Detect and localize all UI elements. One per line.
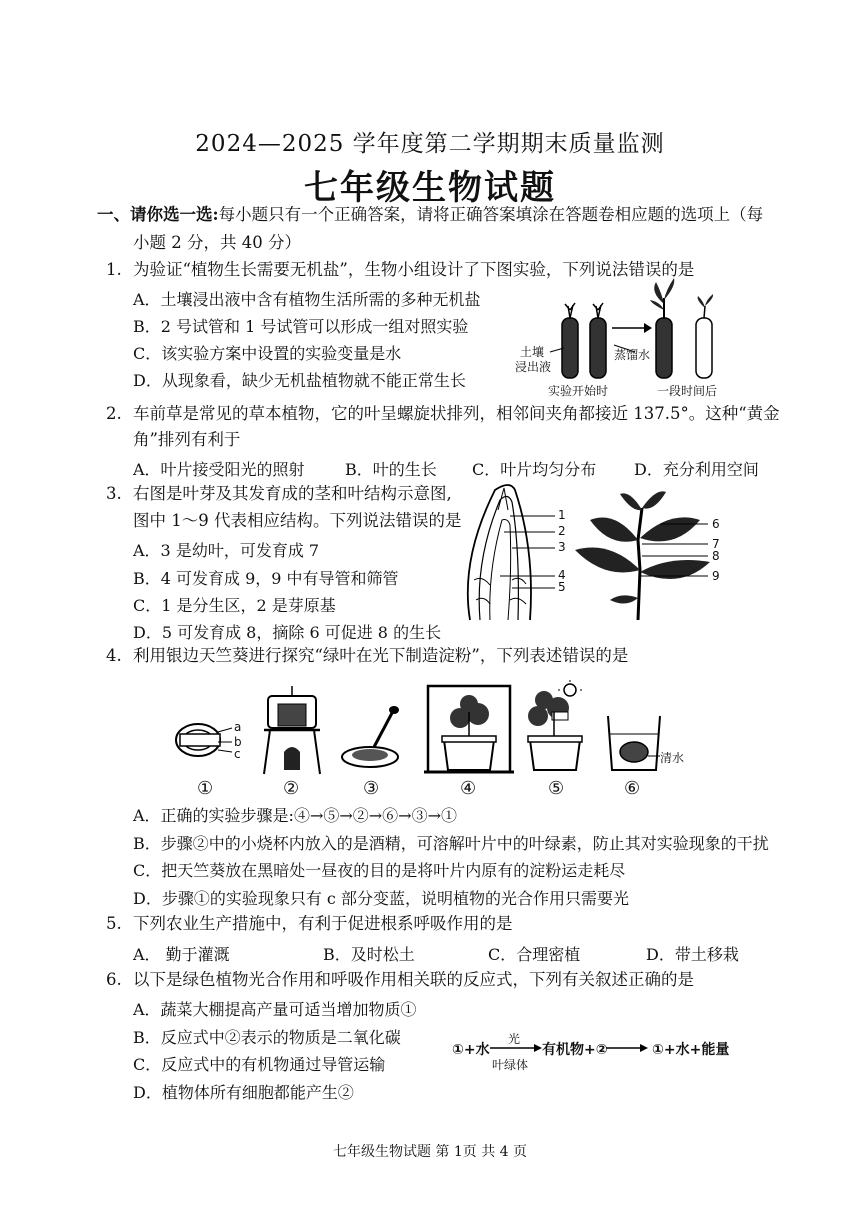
q5-option-d: D．带土移栽 xyxy=(646,945,739,964)
q3-label-5: 5 xyxy=(558,580,566,594)
q3-label-1: 1 xyxy=(558,508,566,522)
q4-step3-dropper xyxy=(340,705,404,775)
q1-label-soil-1: 土壤 xyxy=(520,345,545,359)
q3-option-d: D．5 可发育成 8，摘除 6 可促进 8 的生长 xyxy=(133,623,442,642)
q6-eq-middle: 有机物+② xyxy=(542,1042,608,1058)
q1-option-a: A．土壤浸出液中含有植物生活所需的多种无机盐 xyxy=(133,290,481,309)
q3-option-c: C．1 是分生区，2 是芽原基 xyxy=(133,596,336,615)
q1-number: 1. xyxy=(106,260,122,279)
q6-option-b: B．反应式中②表示的物质是二氧化碳 xyxy=(133,1028,401,1047)
q2-stem-line1: 车前草是常见的草本植物，它的叶呈螺旋状排列，相邻间夹角都接近 137.5°。这种“黄金 xyxy=(133,404,780,423)
q2-option-d: D．充分利用空间 xyxy=(634,460,759,479)
section-heading: 一、请你选一选: xyxy=(97,205,219,224)
q4-step5-sunlight xyxy=(514,682,594,777)
q3-label-6: 6 xyxy=(712,517,720,531)
q1-option-c: C．该实验方案中设置的实验变量是水 xyxy=(133,344,402,363)
q6-stem: 以下是绿色植物光合作用和呼吸作用相关联的反应式，下列有关叙述正确的是 xyxy=(133,970,694,989)
q6-number: 6. xyxy=(106,970,122,989)
q2-number: 2. xyxy=(106,404,122,423)
q3-label-8: 8 xyxy=(712,549,720,563)
q5-option-b: B．及时松土 xyxy=(323,945,415,964)
q4-option-a: A．正确的实验步骤是:④→⑤→②→⑥→③→① xyxy=(133,806,457,825)
section-instruction xyxy=(97,204,763,226)
q5-option-c: C．合理密植 xyxy=(488,945,581,964)
q6-eq-left: ①+水 xyxy=(452,1042,490,1058)
q3-label-7: 7 xyxy=(712,537,720,551)
q4-stem: 利用银边天竺葵进行探究“绿叶在光下制造淀粉”，下列表述错误的是 xyxy=(133,646,629,665)
q2-stem-line2: 角”排列有利于 xyxy=(133,430,241,449)
q3-stem-line1: 右图是叶芽及其发育成的茎和叶结构示意图, xyxy=(133,484,452,503)
exam-title: 2024—2025 学年度第二学期期末质量监测 xyxy=(195,131,665,157)
q2-option-c: C．叶片均匀分布 xyxy=(472,460,597,479)
q4-water-label: 清水 xyxy=(660,751,685,765)
q4-leaf-label-b: b xyxy=(234,735,242,749)
q6-eq-below: 叶绿体 xyxy=(492,1058,529,1072)
q1-option-d: D．从现象看，缺少无机盐植物就不能正常生长 xyxy=(133,371,466,390)
q4-step-label-1: ① xyxy=(197,778,214,799)
q2-option-a: A．叶片接受阳光的照射 xyxy=(133,460,305,479)
q1-label-start: 实验开始时 xyxy=(548,384,609,398)
q3-label-4: 4 xyxy=(558,568,566,582)
q6-eq-right: ①+水+能量 xyxy=(652,1042,730,1058)
q4-step4-dark-box xyxy=(424,682,514,777)
q4-option-c: C．把天竺葵放在黑暗处一昼夜的目的是将叶片内原有的淀粉运走耗尽 xyxy=(133,861,626,880)
q6-option-a: A．蔬菜大棚提高产量可适当增加物质① xyxy=(133,1000,417,1019)
q2-option-b: B．叶的生长 xyxy=(345,460,437,479)
q3-number: 3. xyxy=(106,484,122,503)
q1-stem: 为验证“植物生长需要无机盐”，生物小组设计了下图实验，下列说法错误的是 xyxy=(133,260,695,279)
page-footer: 七年级生物试题 第 1页 共 4 页 xyxy=(332,1144,528,1160)
q1-label-soil-2: 浸出液 xyxy=(515,360,552,374)
instruction-line1: 每小题只有一个正确答案，请将正确答案填涂在答题卷相应题的选项上（每 xyxy=(218,205,764,224)
q4-step-label-6: ⑥ xyxy=(624,778,641,799)
q6-option-d: D．植物体所有细胞都能产生② xyxy=(133,1083,354,1102)
q4-option-b: B．步骤②中的小烧杯内放入的是酒精，可溶解叶片中的叶绿素，防止其对实验现象的干扰 xyxy=(133,834,769,853)
instruction-line2: 小题 2 分，共 40 分） xyxy=(133,233,301,252)
q6-eq-above: 光 xyxy=(508,1032,521,1046)
q4-option-d: D．步骤①的实验现象只有 c 部分变蓝，说明植物的光合作用只需要光 xyxy=(133,889,629,908)
subject-title: 七年级生物试题 xyxy=(304,168,556,208)
q4-step6-beaker xyxy=(604,712,664,774)
q3-label-3: 3 xyxy=(558,540,566,554)
q3-bud-stem-figure xyxy=(460,480,720,625)
q4-number: 4. xyxy=(106,646,122,665)
q4-leaf-label-c: c xyxy=(234,747,241,761)
q4-step-label-2: ② xyxy=(283,778,300,799)
q1-label-water: 蒸馏水 xyxy=(614,348,651,362)
q1-option-b: B．2 号试管和 1 号试管可以形成一组对照实验 xyxy=(133,317,469,336)
q1-label-later: 一段时间后 xyxy=(657,384,718,398)
q3-option-a: A．3 是幼叶，可发育成 7 xyxy=(133,541,320,560)
q4-step-label-4: ④ xyxy=(460,778,477,799)
q6-eq-arrows xyxy=(490,1040,660,1060)
q5-number: 5. xyxy=(106,914,122,933)
q3-label-2: 2 xyxy=(558,524,566,538)
q4-leaf-label-a: a xyxy=(234,720,242,734)
q3-option-b: B．4 可发育成 9，9 中有导管和筛管 xyxy=(133,569,399,588)
q3-label-9: 9 xyxy=(712,569,720,583)
q5-option-a: A． 勤于灌溉 xyxy=(133,945,230,964)
q4-step2-heating xyxy=(260,682,324,777)
q6-option-c: C．反应式中的有机物通过导管运输 xyxy=(133,1055,386,1074)
q5-stem: 下列农业生产措施中，有利于促进根系呼吸作用的是 xyxy=(133,914,513,933)
q4-step-label-5: ⑤ xyxy=(548,778,565,799)
q4-step-label-3: ③ xyxy=(363,778,380,799)
q3-stem-line2: 图中 1～9 代表相应结构。下列说法错误的是 xyxy=(133,511,462,530)
